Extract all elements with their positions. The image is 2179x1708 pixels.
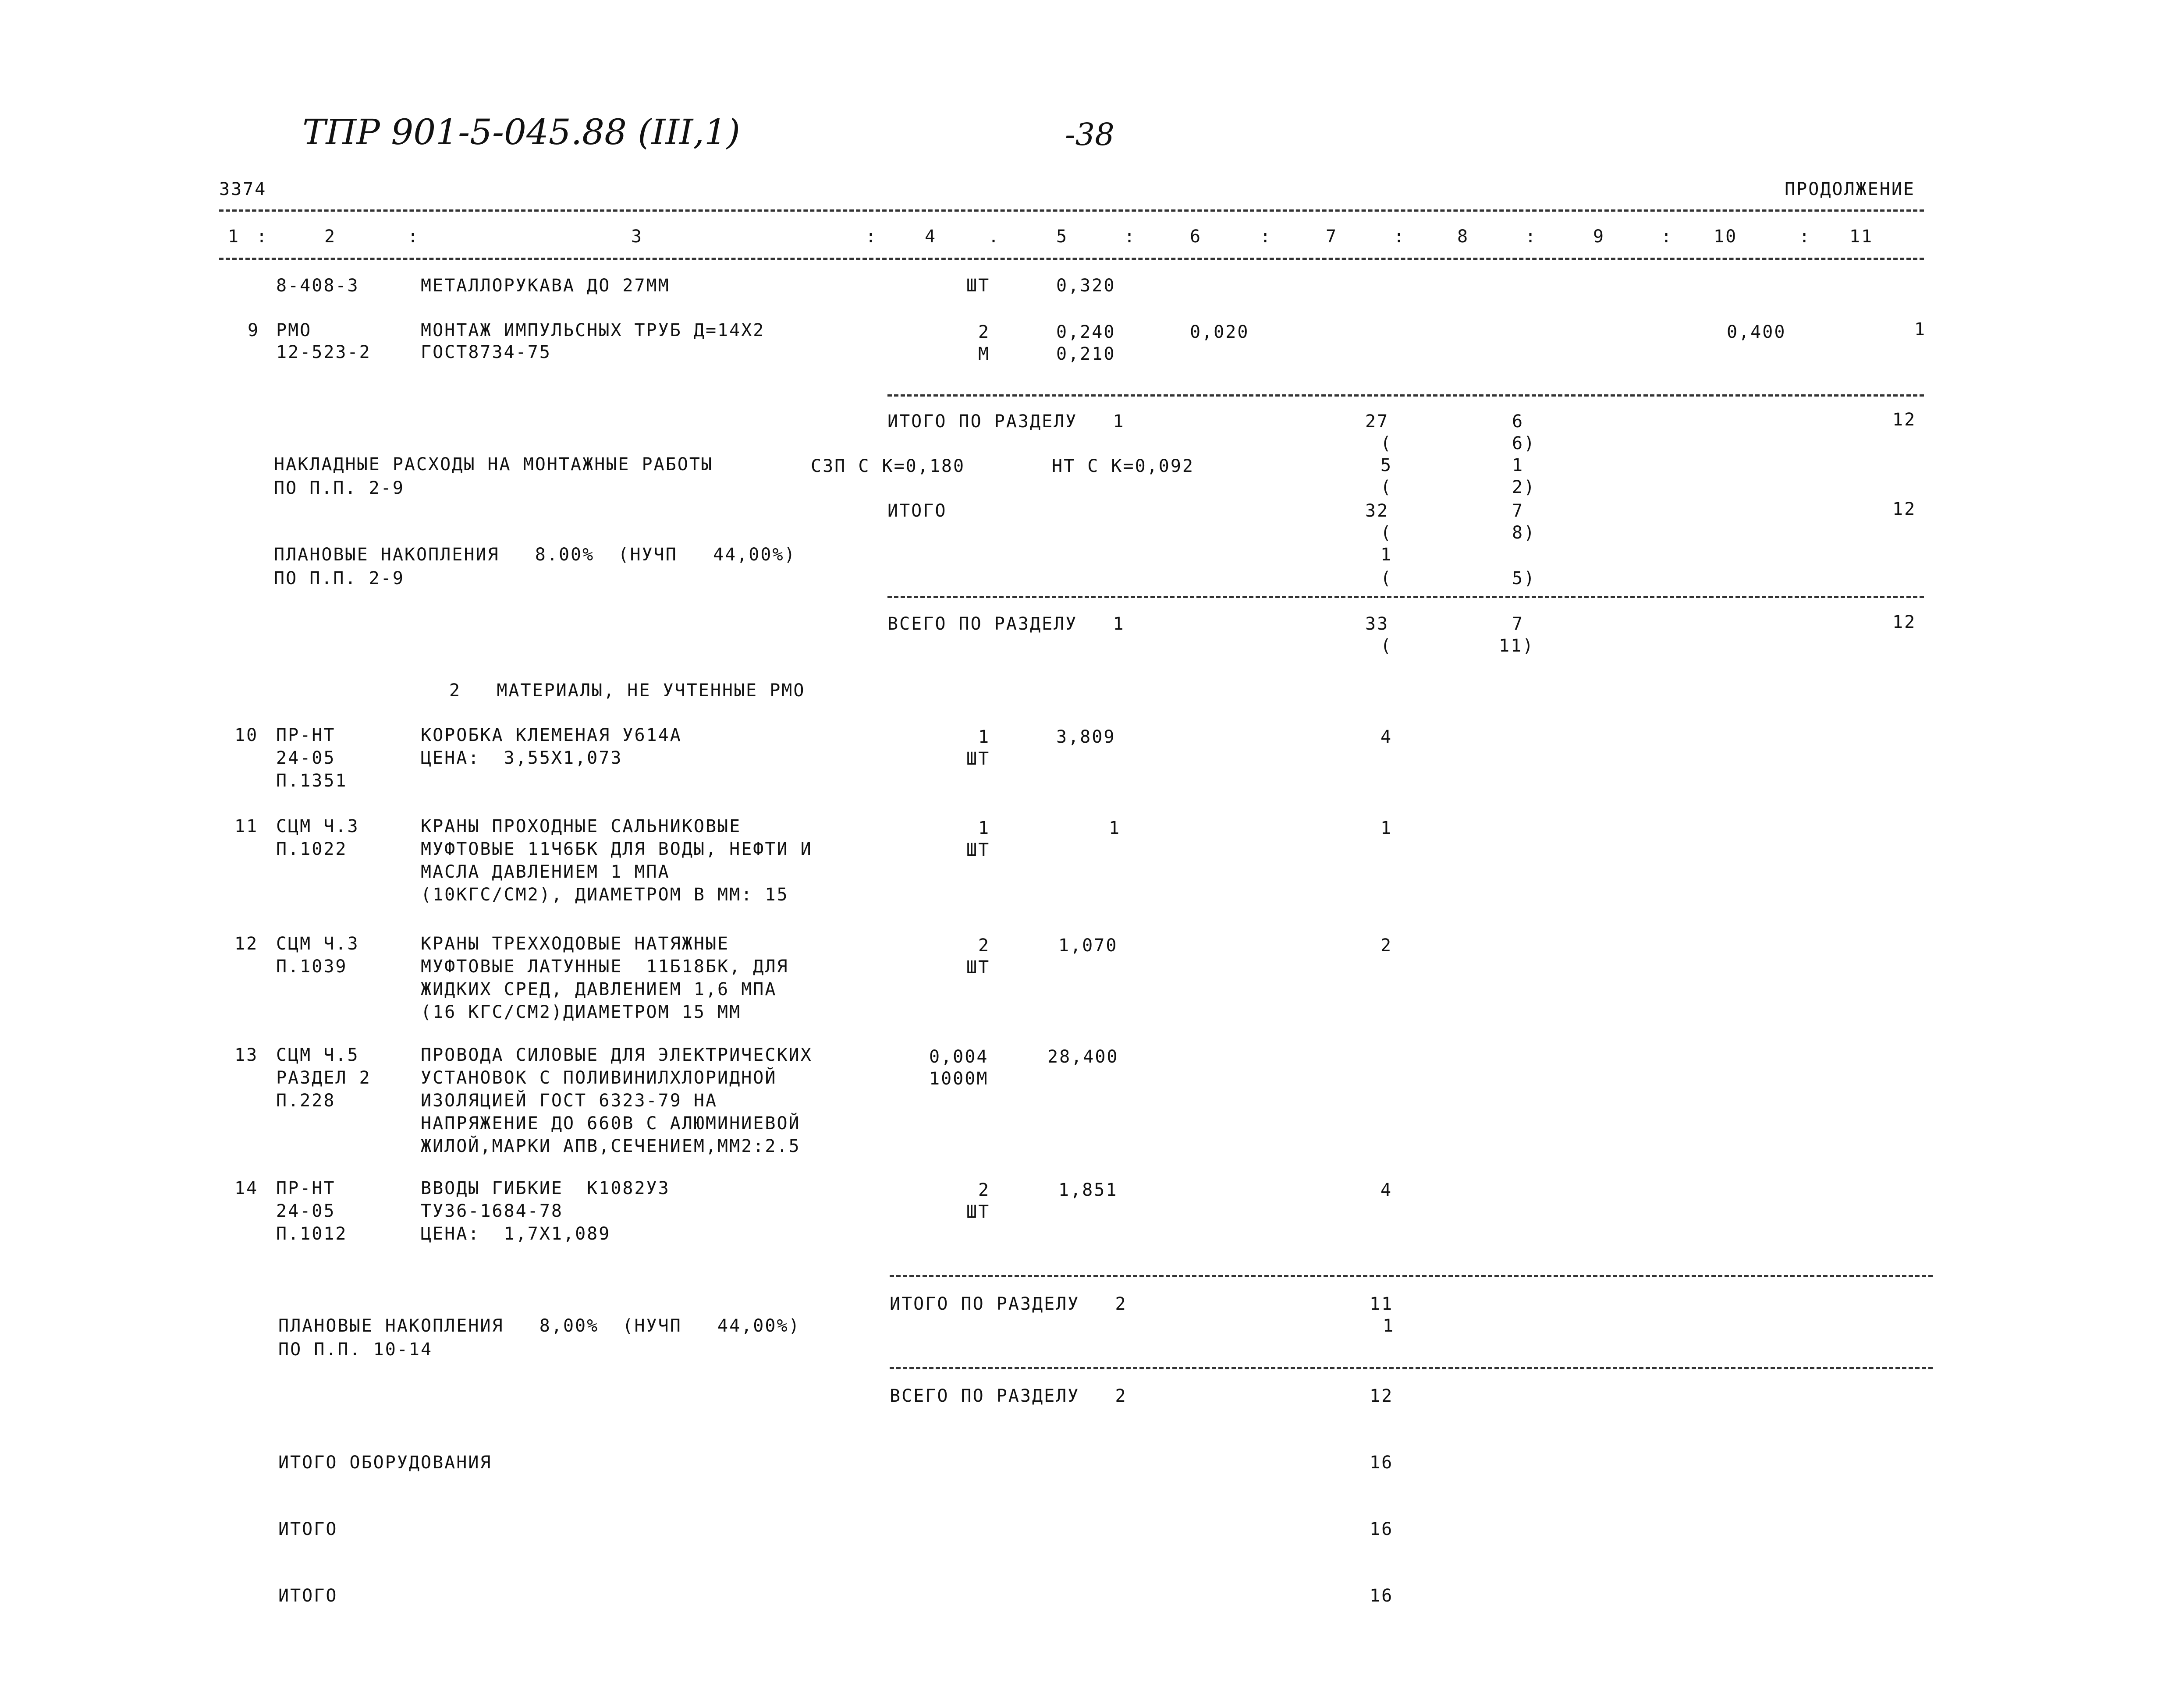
row-unit: ШТ (966, 840, 990, 860)
final-total-label: ИТОГО (278, 1586, 338, 1606)
row-number: 12 (234, 934, 259, 954)
row-code: 24-05 (276, 1201, 336, 1221)
itogo-col8: 8) (1512, 523, 1536, 543)
row-description: КРАНЫ ПРОХОДНЫЕ САЛЬНИКОВЫЕ (421, 816, 742, 836)
row-code: 8-408-3 (276, 276, 359, 296)
row-description: КОРОБКА КЛЕМЕНАЯ У614А (421, 725, 682, 745)
total-rule (890, 1367, 1933, 1369)
subtotal-col11: 12 (1892, 410, 1916, 430)
total-col7: ( (1381, 636, 1393, 656)
row-col7: 4 (1381, 727, 1393, 747)
col-8: 8 (1457, 227, 1469, 247)
overhead-nt: НТ С К=0,092 (1052, 456, 1194, 476)
overhead-col7: ( (1381, 477, 1393, 497)
itogo-col7: ( (1381, 523, 1393, 543)
subtotal-rule (890, 1275, 1933, 1277)
col-6: 6 (1190, 227, 1202, 247)
row-code: 24-05 (276, 748, 336, 768)
row-qty: 2 (978, 1180, 990, 1200)
row-code: П.1039 (276, 957, 348, 977)
total-col7: 33 (1365, 614, 1389, 634)
col-sep: . (988, 227, 1001, 247)
row-qty: 2 (978, 936, 990, 956)
row-col11: 1 (1914, 319, 1927, 340)
col-sep: : (866, 227, 878, 247)
grand-total-value: 16 (1370, 1519, 1394, 1539)
row-qty: 1 (978, 727, 990, 747)
overhead-szp: СЗП С К=0,180 (811, 456, 965, 476)
subtotal-col8: 6 (1512, 411, 1524, 432)
row-description: МОНТАЖ ИМПУЛЬСНЫХ ТРУБ Д=14Х2 (421, 320, 765, 340)
row-code: РАЗДЕЛ 2 (276, 1068, 371, 1088)
row-description: ГОСТ8734-75 (421, 342, 551, 362)
row-description: НАПРЯЖЕНИЕ ДО 660В С АЛЮМИНИЕВОЙ (421, 1113, 801, 1134)
row-description: ЦЕНА: 1,7Х1,089 (421, 1224, 611, 1244)
col-7: 7 (1326, 227, 1338, 247)
row-code: ПР-НТ (276, 1178, 336, 1198)
page-number: -38 (1065, 117, 1114, 152)
subtotal-rule (887, 394, 1924, 397)
itogo-col8: 7 (1512, 501, 1524, 521)
row-code: СЦМ Ч.3 (276, 934, 359, 954)
col-sep: : (1799, 227, 1811, 247)
col-sep: : (1394, 227, 1406, 247)
row-description: ЖИЛОЙ,МАРКИ АПВ,СЕЧЕНИЕМ,ММ2:2.5 (421, 1136, 801, 1156)
col-sep: : (1525, 227, 1537, 247)
row-qty: 1 (978, 818, 990, 838)
row-col7: 2 (1381, 936, 1393, 956)
row-number: 10 (234, 725, 259, 745)
row-description: УСТАНОВОК С ПОЛИВИНИЛХЛОРИДНОЙ (421, 1068, 777, 1088)
section-subtotal-label: ИТОГО ПО РАЗДЕЛУ 1 (887, 411, 1125, 432)
col-1: 1 (228, 227, 240, 247)
row-description: ТУ36-1684-78 (421, 1201, 563, 1221)
overhead-col7: 5 (1381, 455, 1393, 475)
col-9: 9 (1593, 227, 1605, 247)
row-code: 12-523-2 (276, 342, 371, 362)
subtotal-col7: 11 (1370, 1294, 1394, 1314)
row-unit: ШТ (966, 1202, 990, 1222)
row-description: ЖИДКИХ СРЕД, ДАВЛЕНИЕМ 1,6 МПА (421, 979, 777, 999)
row-value: 0,240 (1056, 322, 1116, 342)
row-description: МАСЛА ДАВЛЕНИЕМ 1 МПА (421, 862, 670, 882)
planned-savings-label: ПЛАНОВЫЕ НАКОПЛЕНИЯ 8.00% (НУЧП 44,00%) (274, 545, 796, 565)
row-col10: 0,400 (1727, 322, 1786, 342)
row-code: П.1012 (276, 1224, 348, 1244)
row-description: МУФТОВЫЕ 11Ч6БК ДЛЯ ВОДЫ, НЕФТИ И (421, 839, 813, 859)
planned-col7: 1 (1381, 545, 1393, 565)
total-col8: 7 (1512, 614, 1524, 634)
row-unit: М (978, 344, 990, 364)
table-top-rule (219, 209, 1924, 212)
overhead-col8: 6) (1512, 433, 1536, 454)
col-sep: : (1661, 227, 1673, 247)
row-unit: ШТ (966, 749, 990, 769)
continuation-label: ПРОДОЛЖЕНИЕ (1785, 179, 1915, 199)
overhead-col8: 1 (1512, 455, 1524, 475)
total-col8: 11) (1499, 636, 1535, 656)
planned-savings-range: ПО П.П. 10-14 (278, 1339, 433, 1360)
planned-col8: 5) (1512, 568, 1536, 588)
itogo-label: ИТОГО (887, 501, 947, 521)
row-price: 1,851 (1058, 1180, 1118, 1200)
col-sep: : (1124, 227, 1136, 247)
row-unit: 1000М (929, 1069, 989, 1089)
equipment-total-value: 16 (1370, 1453, 1394, 1473)
col-2: 2 (324, 227, 337, 247)
section-total-label: ВСЕГО ПО РАЗДЕЛУ 2 (890, 1386, 1127, 1406)
planned-col7: 1 (1383, 1316, 1395, 1336)
row-code: П.1022 (276, 839, 348, 859)
total-col7: 12 (1370, 1386, 1394, 1406)
equipment-total-label: ИТОГО ОБОРУДОВАНИЯ (278, 1453, 492, 1473)
row-unit: ШТ (966, 957, 990, 978)
row-description: МЕТАЛЛОРУКАВА ДО 27ММ (421, 276, 670, 296)
row-value: 0,210 (1056, 344, 1116, 364)
row-description: МУФТОВЫЕ ЛАТУННЫЕ 11Б18БК, ДЛЯ (421, 957, 789, 977)
row-number: 14 (234, 1178, 259, 1198)
row-description: (16 КГС/СМ2)ДИАМЕТРОМ 15 ММ (421, 1002, 742, 1022)
row-col7: 1 (1381, 818, 1393, 838)
row-description: ПРОВОДА СИЛОВЫЕ ДЛЯ ЭЛЕКТРИЧЕСКИХ (421, 1045, 813, 1065)
row-description: ВВОДЫ ГИБКИЕ К1082У3 (421, 1178, 670, 1198)
row-number: 13 (234, 1045, 259, 1065)
section-subtotal-label: ИТОГО ПО РАЗДЕЛУ 2 (890, 1294, 1127, 1314)
row-col7: 4 (1381, 1180, 1393, 1200)
col-sep: : (408, 227, 420, 247)
overhead-range: ПО П.П. 2-9 (274, 478, 405, 498)
col-3: 3 (631, 227, 643, 247)
planned-savings-range: ПО П.П. 2-9 (274, 568, 405, 588)
row-col6: 0,020 (1190, 322, 1249, 342)
row-code: СЦМ Ч.5 (276, 1045, 359, 1065)
overhead-col8: 2) (1512, 477, 1536, 497)
grand-total-label: ИТОГО (278, 1519, 338, 1539)
col-5: 5 (1056, 227, 1068, 247)
row-description: (10КГС/СМ2), ДИАМЕТРОМ В ММ: 15 (421, 885, 789, 905)
row-code: П.1351 (276, 771, 348, 791)
row-unit: ШТ (966, 276, 990, 296)
planned-savings-label: ПЛАНОВЫЕ НАКОПЛЕНИЯ 8,00% (НУЧП 44,00%) (278, 1316, 801, 1336)
section-total-label: ВСЕГО ПО РАЗДЕЛУ 1 (887, 614, 1125, 634)
row-description: КРАНЫ ТРЕХХОДОВЫЕ НАТЯЖНЫЕ (421, 934, 730, 954)
sheet-number: 3374 (219, 179, 267, 199)
col-sep: : (1260, 227, 1272, 247)
col-10: 10 (1714, 227, 1738, 247)
total-rule (887, 596, 1924, 598)
row-description: ИЗОЛЯЦИЕЙ ГОСТ 6323-79 НА (421, 1091, 718, 1111)
planned-col7: ( (1381, 568, 1393, 588)
table-header-rule (219, 258, 1924, 260)
row-price: 1,070 (1058, 936, 1118, 956)
row-number: 11 (234, 816, 259, 836)
row-number: 9 (248, 320, 260, 340)
row-price: 1 (1109, 818, 1121, 838)
col-4: 4 (925, 227, 937, 247)
section-heading: 2 МАТЕРИАЛЫ, НЕ УЧТЕННЫЕ РМО (449, 680, 806, 701)
subtotal-col7: 27 (1365, 411, 1389, 432)
row-code: РМО (276, 320, 312, 340)
col-sep: : (256, 227, 269, 247)
row-code: ПР-НТ (276, 725, 336, 745)
row-code: СЦМ Ч.3 (276, 816, 359, 836)
final-total-value: 16 (1370, 1586, 1394, 1606)
overhead-label: НАКЛАДНЫЕ РАСХОДЫ НА МОНТАЖНЫЕ РАБОТЫ (274, 454, 713, 475)
row-description: ЦЕНА: 3,55Х1,073 (421, 748, 623, 768)
row-qty: 0,004 (929, 1047, 989, 1067)
itogo-col7: 32 (1365, 501, 1389, 521)
col-11: 11 (1849, 227, 1874, 247)
overhead-col7: ( (1381, 433, 1393, 454)
row-price: 3,809 (1056, 727, 1116, 747)
row-qty: 2 (978, 322, 990, 342)
row-price: 28,400 (1047, 1047, 1119, 1067)
itogo-col11: 12 (1892, 499, 1916, 519)
row-quantity: 0,320 (1056, 276, 1116, 296)
row-code: П.228 (276, 1091, 336, 1111)
document-code: ТПР 901-5-045.88 (III,1) (302, 112, 740, 152)
total-col11: 12 (1892, 612, 1916, 632)
